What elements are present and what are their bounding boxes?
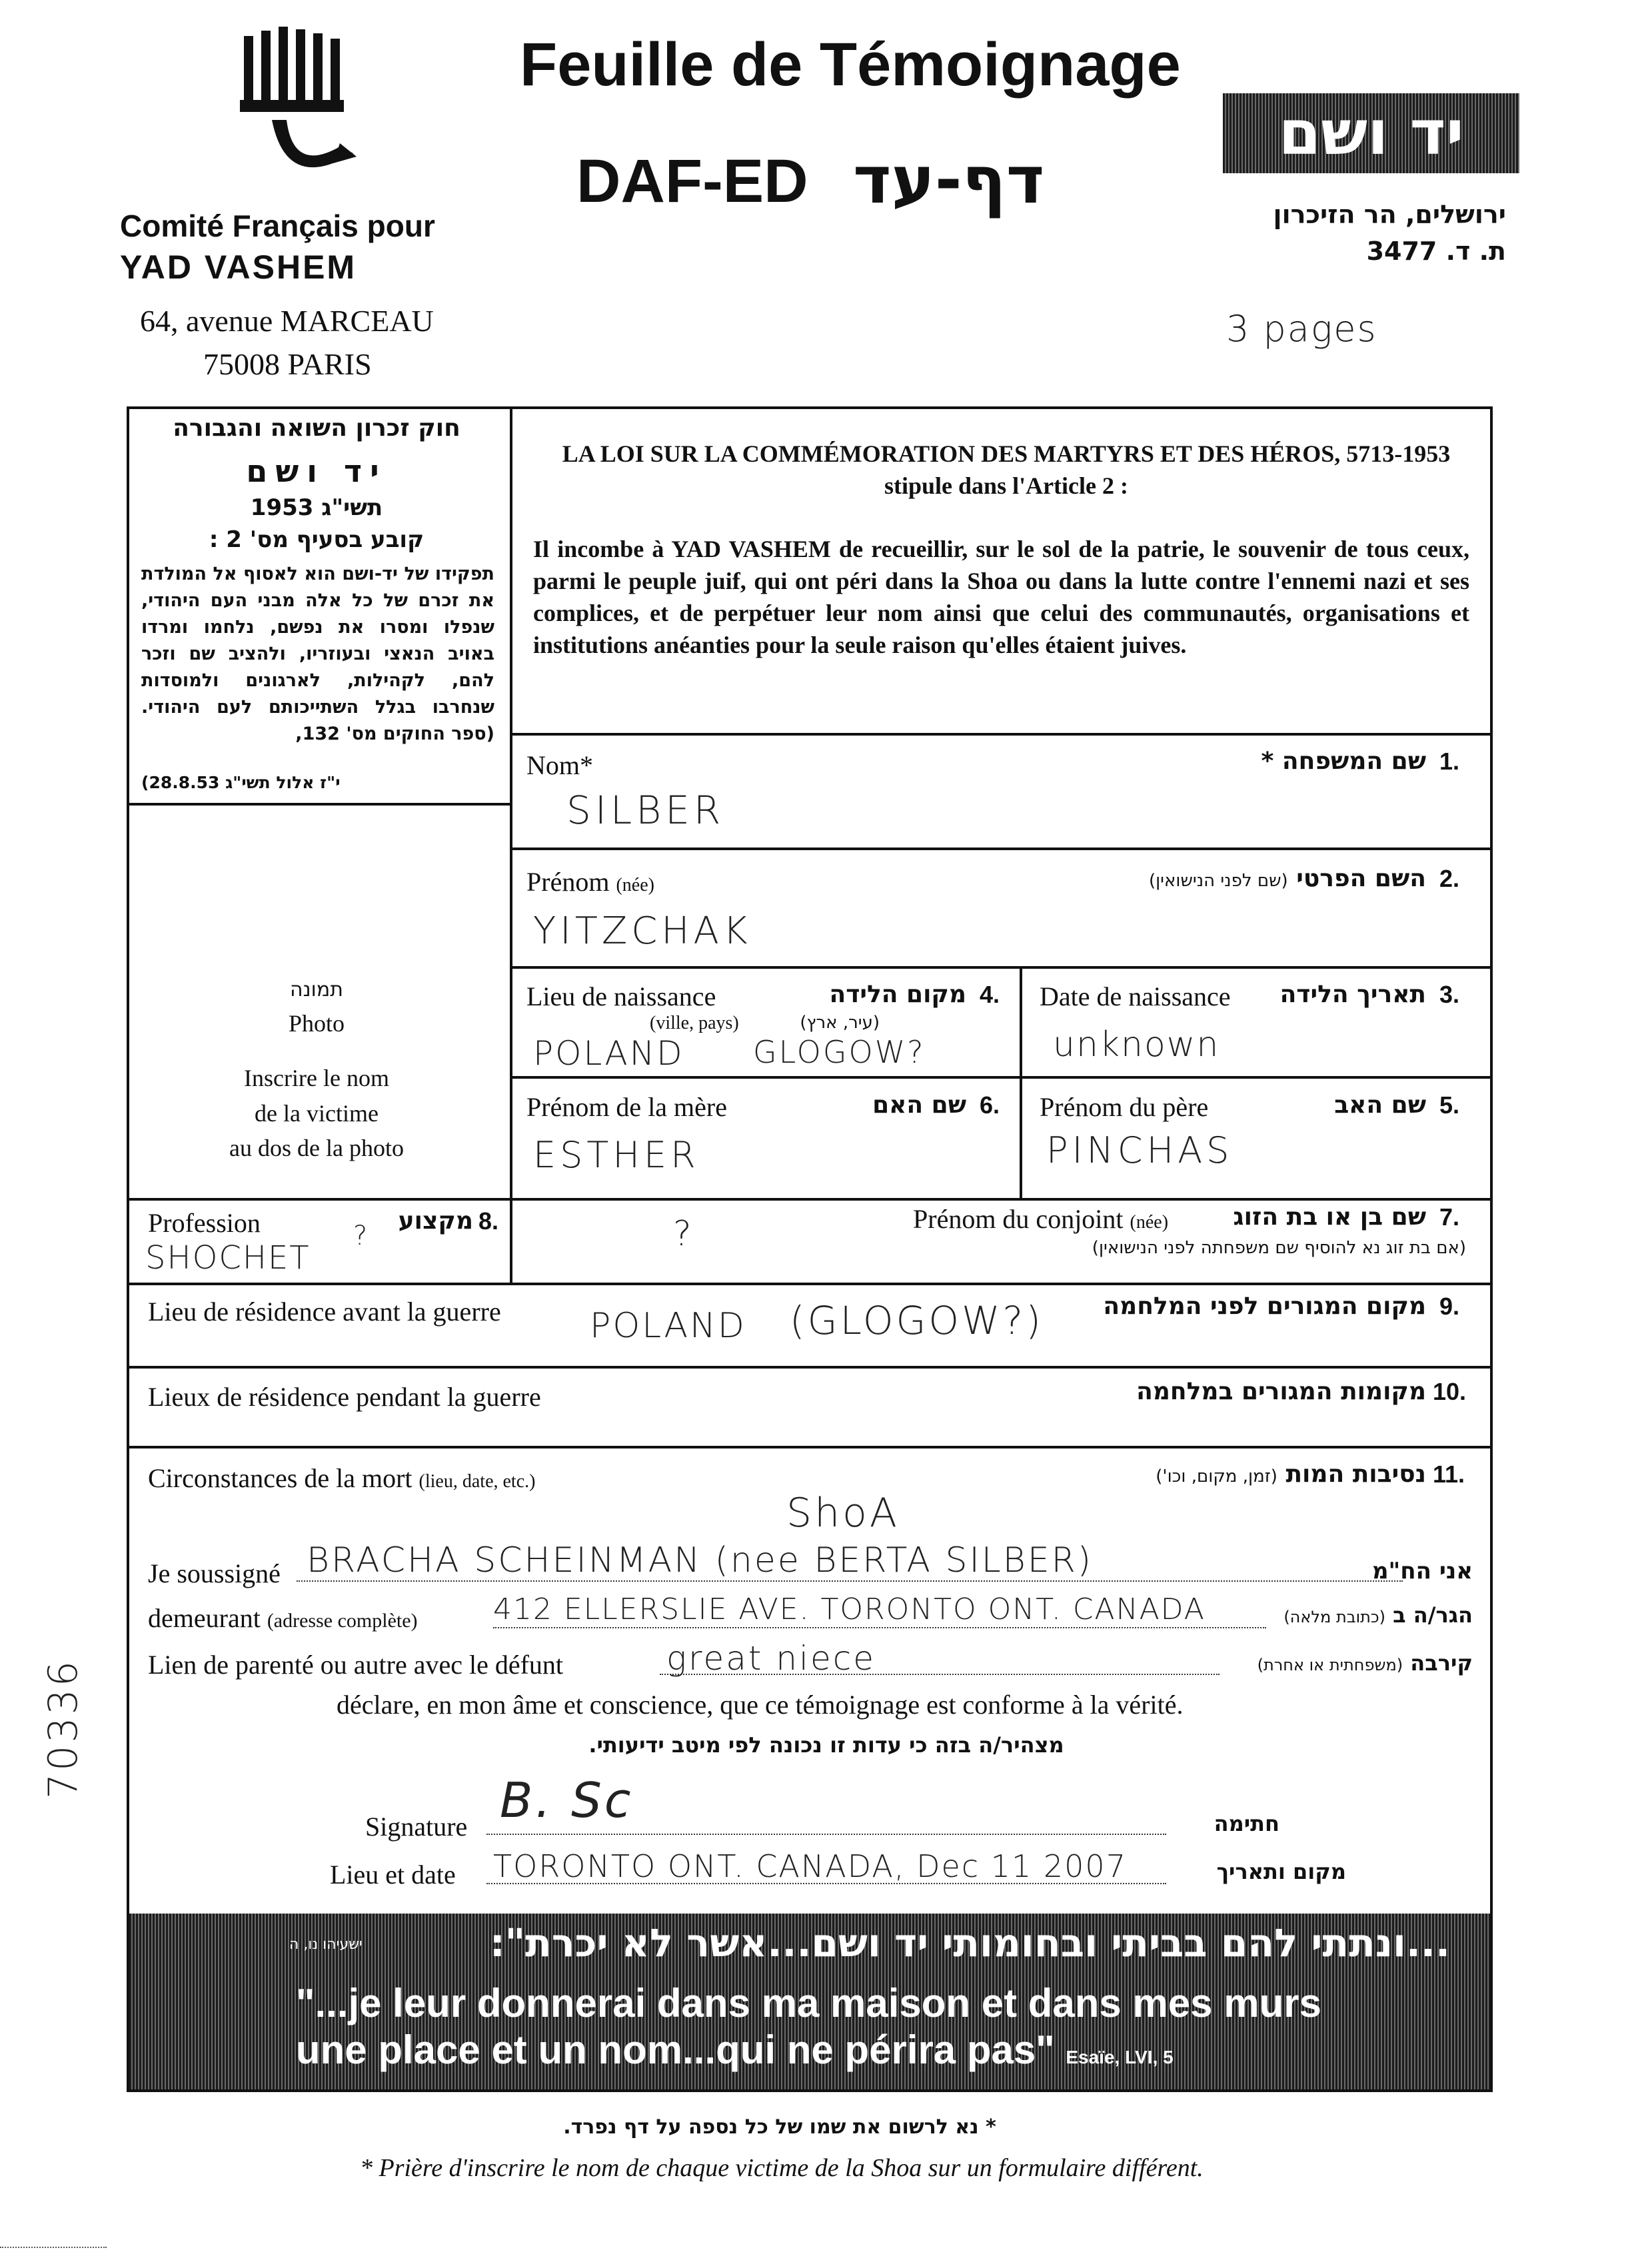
daf-ed-title: DAF-ED xyxy=(576,147,808,215)
law-hebrew-line3: תשי"ג 1953 xyxy=(250,494,383,521)
lien-hebrew: קירבה (משפחתית או אחרת) xyxy=(1257,1650,1473,1676)
field-conjoint-number: 7. xyxy=(1439,1203,1460,1231)
bottom-edge-line xyxy=(0,2247,107,2248)
field-circonstances-label: Circonstances de la mort (lieu, date, etc.) xyxy=(148,1463,536,1493)
field-residence-avant-label: Lieu de résidence avant la guerre xyxy=(148,1297,501,1327)
field-lieu-naissance-hebrew: מקום הלידה xyxy=(829,981,966,1008)
law-french-subtitle: stipule dans l'Article 2 : xyxy=(884,472,1128,499)
page-title: Feuille de Témoignage xyxy=(520,31,1181,99)
lieu-date-hebrew: מקום ותאריך xyxy=(1216,1859,1346,1884)
field-residence-pendant-number: 10. xyxy=(1433,1378,1467,1405)
field-lieu-naissance-small: (ville, pays) xyxy=(650,1013,739,1033)
field-lieu-naissance-number: 4. xyxy=(980,981,1000,1008)
menorah-logo-icon xyxy=(240,27,360,200)
field-circonstances-value[interactable]: ShoA xyxy=(786,1490,900,1536)
row-residence-pendant-bottom xyxy=(127,1446,1493,1448)
field-prenom-mere-hebrew: שם האם xyxy=(872,1091,966,1119)
field-profession-hebrew: מקצוע xyxy=(398,1207,473,1235)
field-profession-value[interactable]: SHOCHET xyxy=(145,1239,311,1277)
signature-line xyxy=(486,1834,1166,1835)
side-reference-number: 70336 xyxy=(40,1658,87,1799)
demeurant-line xyxy=(493,1627,1266,1628)
photo-instruction-line1: Inscrire le nom xyxy=(244,1065,389,1091)
law-hebrew-line4: קובע בסעיף מס' 2 : xyxy=(209,526,424,553)
row-birth-bottom xyxy=(510,1076,1493,1079)
banner-french-line1: "...je leur donnerai dans ma maison et dans mes murs xyxy=(296,1981,1321,2025)
signature-value[interactable]: B. Sc xyxy=(500,1772,634,1828)
declaration-statement: déclare, en mon âme et conscience, que ce témoignage est conforme à la vérité. xyxy=(337,1690,1184,1720)
soussigne-value[interactable]: BRACHA SCHEINMAN (nee BERTA SILBER) xyxy=(307,1540,1094,1580)
field-nom-number: 1. xyxy=(1439,748,1460,775)
banner-hebrew-line: ...ונתתי להם בביתי ובחומותי יד ושם...אשר לא יכרת": xyxy=(489,1920,1450,1966)
demeurant-value[interactable]: 412 ELLERSLIE AVE. TORONTO ONT. CANADA xyxy=(493,1592,1206,1626)
demeurant-label: demeurant (adresse complète) xyxy=(148,1603,418,1633)
field-prenom-bottom xyxy=(510,966,1493,969)
field-lieu-naissance-value[interactable]: POLAND xyxy=(533,1034,684,1073)
lieu-date-label: Lieu et date xyxy=(330,1860,456,1890)
footer-note-hebrew: * נא לרשום את שמו של כל נספה על דף נפרד. xyxy=(563,2115,996,2139)
signature-label: Signature xyxy=(365,1812,468,1842)
yad-vashem-logo: יד ושם xyxy=(1223,93,1519,173)
banner-french-line2: une place et un nom...qui ne périra pas" Esaïe, LVI, 5 xyxy=(296,2027,1174,2072)
jerusalem-address-hebrew: ירושלים, הר הזיכרון xyxy=(1273,200,1506,229)
field-residence-avant-value[interactable]: POLAND xyxy=(590,1306,746,1346)
banner-hebrew-ref: ישעיהו נו, ה xyxy=(289,1936,363,1953)
field-date-naissance-value[interactable]: unknown xyxy=(1053,1025,1220,1065)
field-profession-number: 8. xyxy=(478,1207,499,1235)
row-birth-divider xyxy=(1020,966,1022,1199)
row-parents-bottom xyxy=(127,1198,1493,1201)
footer-note-french: * Prière d'inscrire le nom de chaque victime de la Shoa sur un formulaire différent. xyxy=(360,2154,1204,2182)
law-hebrew-bottom-divider xyxy=(127,803,512,806)
field-date-naissance-label: Date de naissance xyxy=(1040,981,1231,1011)
field-prenom-label: Prénom (née) xyxy=(526,867,654,897)
field-circonstances-number: 11. xyxy=(1433,1460,1465,1488)
field-prenom-label-hebrew: השם הפרטי (שם לפני הנישואין) xyxy=(1148,865,1426,892)
row-profession-bottom xyxy=(127,1283,1493,1285)
signature-hebrew: חתימה xyxy=(1214,1811,1279,1836)
pobox-hebrew: ת. ד. 3477 xyxy=(1366,237,1506,266)
lien-value[interactable]: great niece xyxy=(666,1639,876,1678)
field-conjoint-hebrew-small: (אם בת זוג נא להוסיף שם משפחתה לפני הנישואין) xyxy=(1092,1238,1466,1258)
law-hebrew-line2: יד ושם xyxy=(246,453,387,489)
lien-label: Lien de parenté ou autre avec le défunt xyxy=(148,1650,564,1680)
field-prenom-mere-label: Prénom de la mère xyxy=(526,1092,727,1122)
field-residence-pendant-label: Lieux de résidence pendant la guerre xyxy=(148,1382,541,1412)
field-prenom-pere-label: Prénom du père xyxy=(1040,1092,1209,1122)
soussigne-line xyxy=(297,1580,1403,1582)
field-lieu-naissance-value2[interactable]: GLOGOW? xyxy=(753,1034,926,1070)
org-name-line1: Comité Français pour xyxy=(120,209,435,243)
quote-banner xyxy=(129,1914,1490,2089)
pages-note: 3 pages xyxy=(1226,308,1377,350)
field-profession-label: Profession xyxy=(148,1208,261,1238)
org-address-line2: 75008 PARIS xyxy=(203,347,372,381)
field-circonstances-hebrew: נסיבות המות (זמן, מקום, וכו') xyxy=(1156,1460,1426,1488)
org-address-line1: 64, avenue MARCEAU xyxy=(140,304,434,338)
field-conjoint-value[interactable]: ? xyxy=(673,1214,696,1254)
field-residence-avant-value2[interactable]: (GLOGOW?) xyxy=(790,1298,1044,1343)
photo-label: Photo xyxy=(288,1010,345,1037)
row-profession-divider xyxy=(510,1198,512,1285)
field-prenom-value[interactable]: YITZCHAK xyxy=(533,909,752,953)
soussigne-hebrew: אני הח"מ xyxy=(1371,1558,1473,1584)
field-conjoint-label: Prénom du conjoint (née) xyxy=(913,1204,1169,1234)
field-residence-pendant-hebrew: מקומות המגורים במלחמה xyxy=(1136,1378,1426,1405)
photo-instruction-line3: au dos de la photo xyxy=(229,1135,404,1161)
field-nom-label-hebrew: שם המשפחה * xyxy=(1261,748,1426,775)
law-french-title: LA LOI SUR LA COMMÉMORATION DES MARTYRS ET DES HÉROS, 5713-1953 xyxy=(562,440,1451,467)
law-hebrew-date: י"ז אלול תשי"ג 28.8.53) xyxy=(141,773,341,792)
row-residence-avant-bottom xyxy=(127,1366,1493,1369)
field-prenom-mere-value[interactable]: ESTHER xyxy=(533,1134,700,1176)
demeurant-hebrew: הגר/ה ב (כתובת מלאה) xyxy=(1283,1602,1473,1628)
field-residence-avant-number: 9. xyxy=(1439,1293,1460,1320)
photo-instruction-line2: de la victime xyxy=(255,1100,379,1127)
lieu-date-value[interactable]: TORONTO ONT. CANADA, Dec 11 2007 xyxy=(493,1848,1127,1884)
field-lieu-naissance-hebrew-small: (עיר, ארץ) xyxy=(800,1013,880,1033)
field-nom-bottom xyxy=(510,848,1493,850)
org-name-line2: YAD VASHEM xyxy=(120,249,357,286)
field-nom-value[interactable]: SILBER xyxy=(566,788,725,833)
law-bottom-divider xyxy=(510,733,1493,736)
law-hebrew-line1: חוק זכרון השואה והגבורה xyxy=(173,414,460,442)
law-french-body: Il incombe à YAD VASHEM de recueillir, sur le sol de la patrie, le souvenir de tous ceux, parmi le peuple juif, qui ont péri dans la Shoa ou dans la lutte contre l'ennemi nazi et ses complices, et de perpétuer leur nom ainsi que celui des communautés, organisations et institutions anéanties pour la seule raison qu'elles étaient juives. xyxy=(533,536,1469,658)
field-lieu-naissance-label: Lieu de naissance xyxy=(526,981,716,1011)
field-nom-label: Nom* xyxy=(526,750,593,780)
field-date-naissance-hebrew: תאריך הלידה xyxy=(1279,981,1426,1008)
soussigne-label: Je soussigné xyxy=(148,1558,281,1588)
field-date-naissance-number: 3. xyxy=(1439,981,1460,1008)
field-prenom-number: 2. xyxy=(1439,865,1460,892)
field-profession-mark: ? xyxy=(353,1221,372,1251)
field-prenom-pere-value[interactable]: PINCHAS xyxy=(1046,1129,1234,1171)
field-residence-avant-hebrew: מקום המגורים לפני המלחמה xyxy=(1103,1293,1426,1320)
field-prenom-mere-number: 6. xyxy=(980,1091,1000,1119)
photo-label-hebrew: תמונה xyxy=(290,978,343,1001)
field-prenom-pere-number: 5. xyxy=(1439,1091,1460,1119)
daf-ed-title-hebrew: דף-עד xyxy=(853,143,1045,219)
field-prenom-pere-hebrew: שם האב xyxy=(1334,1091,1426,1119)
declaration-statement-hebrew: מצהיר/ה בזה כי עדות זו נכונה לפי מיטב ידיעותי. xyxy=(588,1732,1064,1758)
field-conjoint-hebrew: שם בן או בת הזוג xyxy=(1233,1203,1426,1231)
law-hebrew-body: תפקידו של יד-ושם הוא לאסוף אל המולדת את זכרם של כל אלה מבני העם היהודי, שנפלו ומסרו את נפשם, נלחמו ומרדו באויב הנאצי ובעוזריו, ולהציב שם וזכר להם, לקהילות, לארגונים ולמוסדות שנחרבו בגלל השתייכותם לעם היהודי. (ספר החוקים מס' 132, xyxy=(141,564,494,744)
